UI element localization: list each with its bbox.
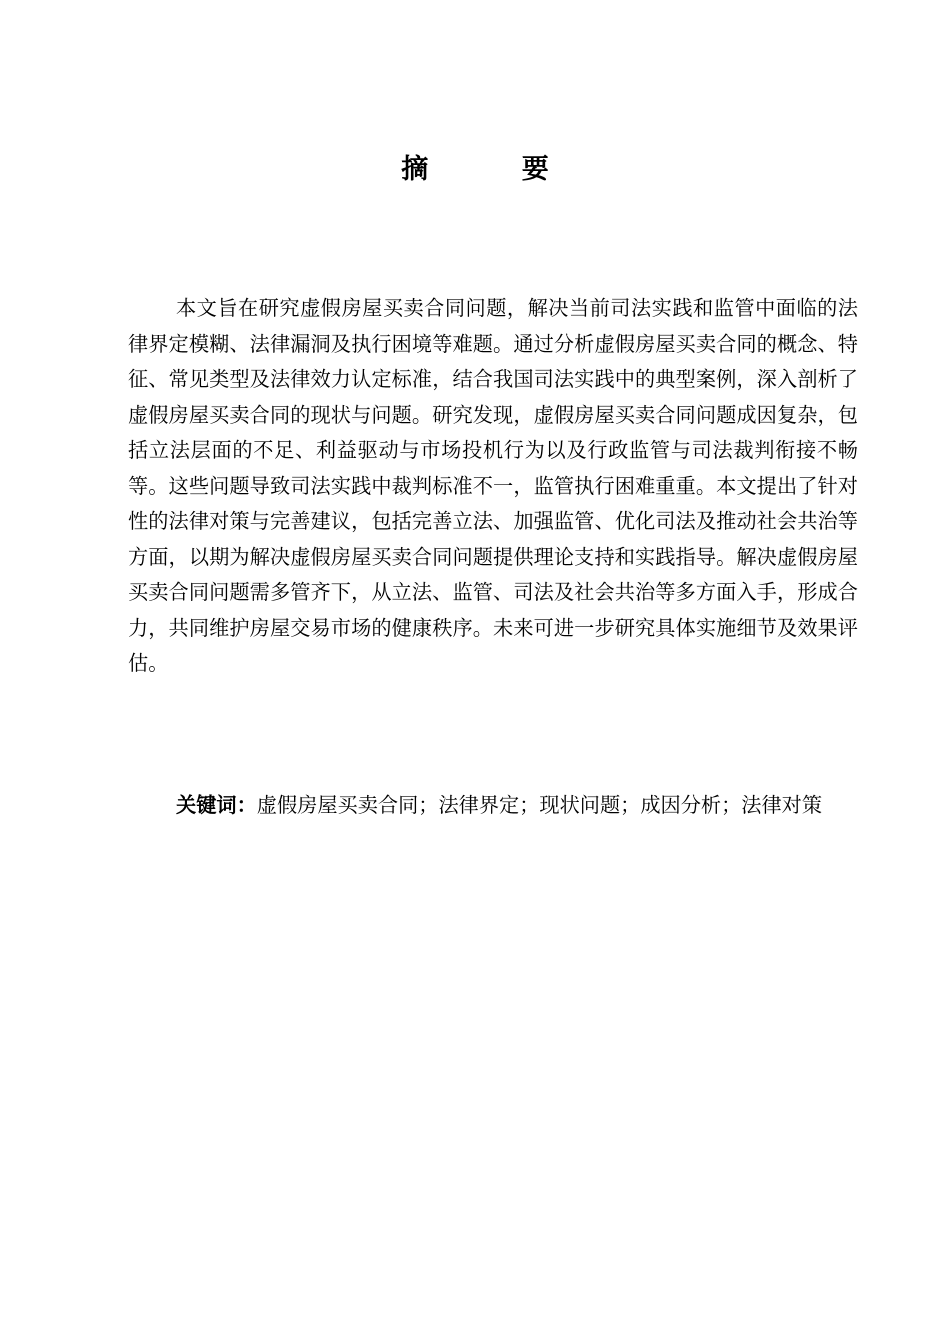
page-title: 摘 要 xyxy=(401,154,591,185)
keywords-paragraph xyxy=(128,788,858,824)
keywords-list: 虚假房屋买卖合同；法律界定；现状问题；成因分析；法律对策 xyxy=(256,793,823,817)
keywords-label: 关键词： xyxy=(176,793,257,817)
abstract-paragraph: 本文旨在研究虚假房屋买卖合同问题，解决当前司法实践和监管中面临的法律界定模糊、法律漏洞及执行困境等难题。通过分析虚假房屋买卖合同的概念、特征、常见类型及法律效力认定标准，结合我国司法实践中的典型案例，深入剖析了虚假房屋买卖合同的现状与问题。研究发现，虚假房屋买卖合同问题成因复杂，包括立法层面的不足、利益驱动与市场投机行为以及行政监管与司法裁判衔接不畅等。这些问题导致司法实践中裁判标准不一，监管执行困难重重。本文提出了针对性的法律对策与完善建议，包括完善立法、加强监管、优化司法及推动社会共治等方面，以期为解决虚假房屋买卖合同问题提供理论支持和实践指导。解决虚假房屋买卖合同问题需多管齐下，从立法、监管、司法及社会共治等多方面入手，形成合力，共同维护房屋交易市场的健康秩序。未来可进一步研究具体实施细节及效果评估。 xyxy=(128,296,858,675)
